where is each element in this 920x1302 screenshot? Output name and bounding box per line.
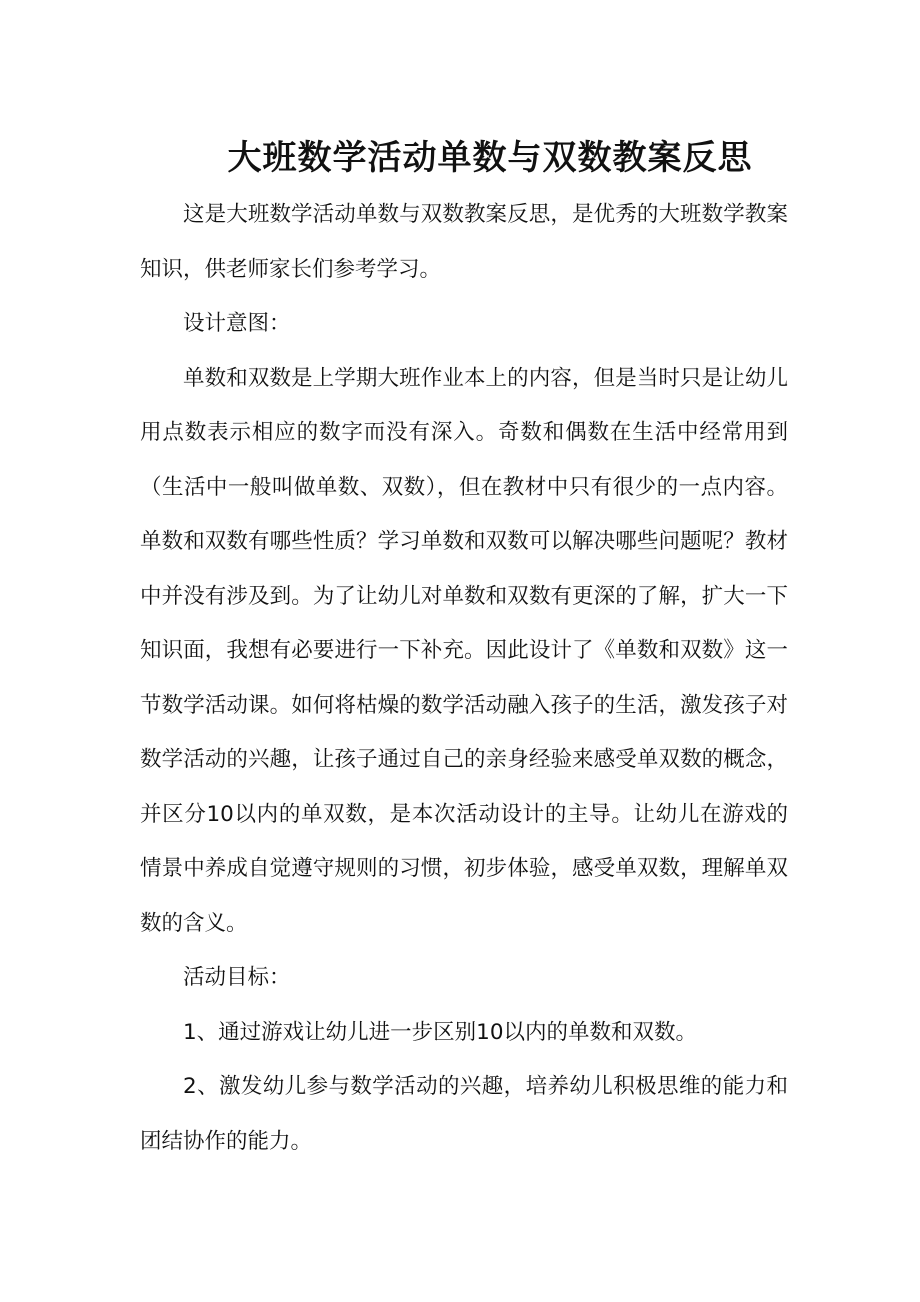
document-title: 大班数学活动单数与双数教案反思 bbox=[227, 137, 753, 178]
intro-paragraph: 这是大班数学活动单数与双数教案反思，是优秀的大班数学教案知识，供老师家长们参考学习。 bbox=[140, 202, 788, 282]
goal-item-2: 2、激发幼儿参与数学活动的兴趣，培养幼儿积极思维的能力和团结协作的能力。 bbox=[140, 1074, 788, 1154]
design-intent-paragraph: 单数和双数是上学期大班作业本上的内容，但是当时只是让幼儿用点数表示相应的数字而没有深入。奇数和偶数在生活中经常用到（生活中一般叫做单数、双数），但在教材中只有很少的一点内容。单数和双数有哪些性质？学习单数和双数可以解决哪些问题呢？教材中并没有涉及到。为了让幼儿对单数和双数有更深的了解，扩大一下知识面，我想有必要进行一下补充。因此设计了《单数和双数》这一节数学活动课。如何将枯燥的数学活动融入孩子的生活，激发孩子对数学活动的兴趣，让孩子通过自己的亲身经验来感受单双数的概念，并区分10以内的单双数，是本次活动设计的主导。让幼儿在游戏的情景中养成自觉遵守规则的习惯，初步体验，感受单双数，理解单双数的含义。 bbox=[140, 365, 788, 936]
goal-item-1: 1、通过游戏让幼儿进一步区别10以内的单数和双数。 bbox=[183, 1019, 698, 1045]
document-body bbox=[140, 188, 788, 1169]
design-intent-heading: 设计意图： bbox=[183, 311, 291, 336]
activity-goals-heading: 活动目标： bbox=[183, 965, 291, 990]
